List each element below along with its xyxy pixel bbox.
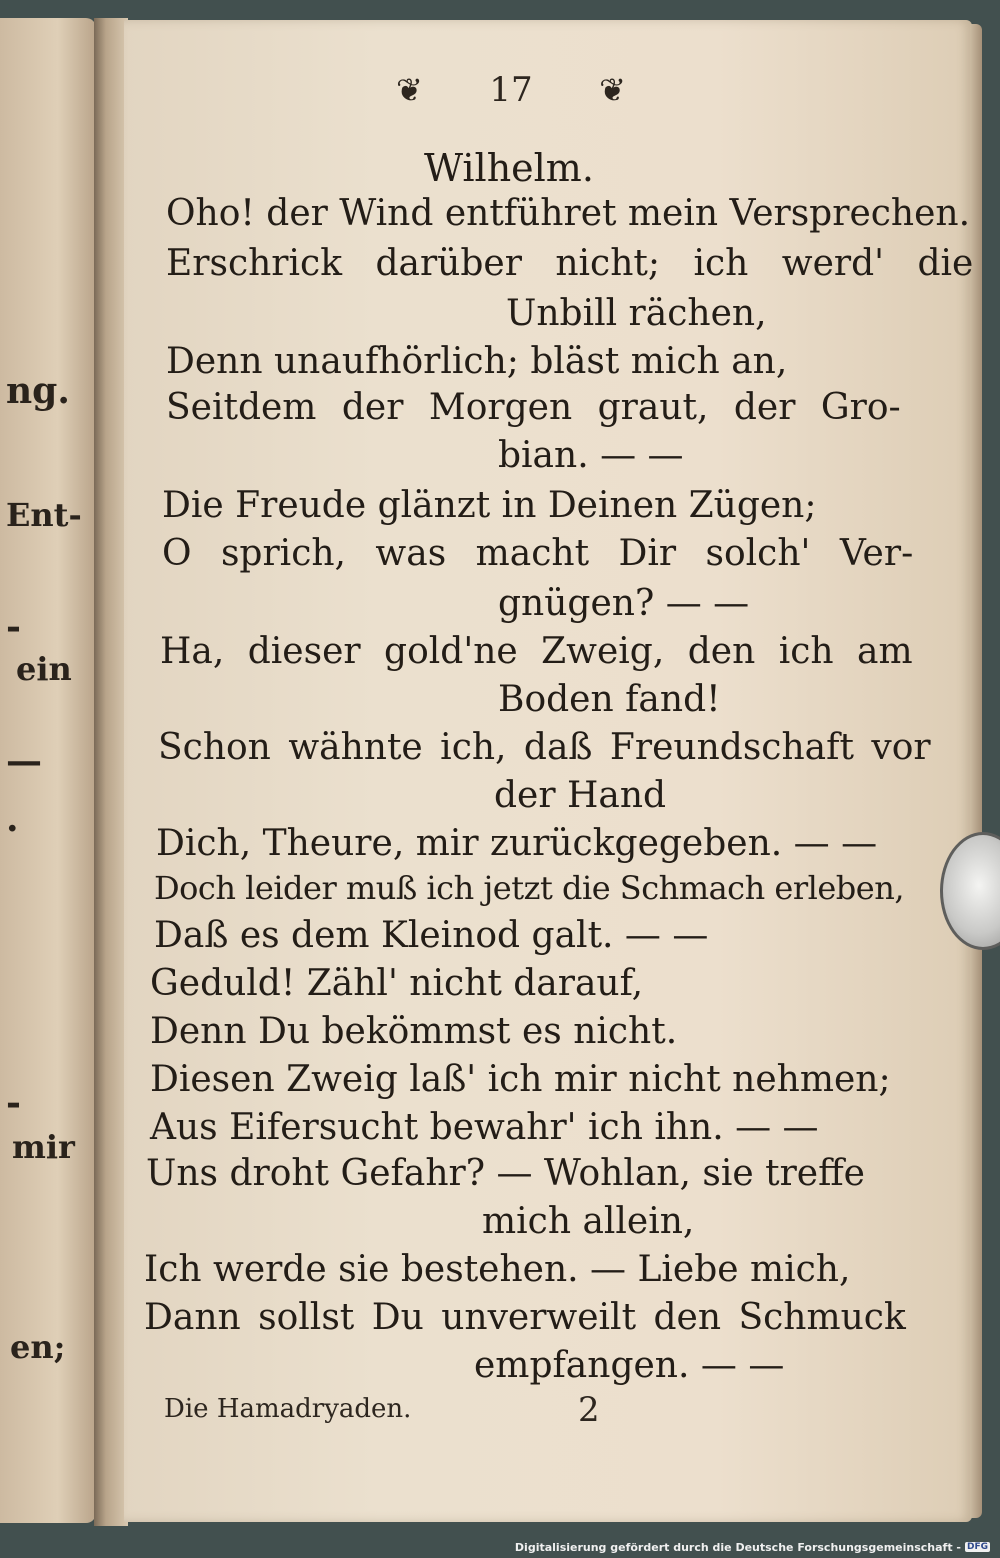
verse-line: Uns droht Gefahr? — Wohlan, sie treffe	[146, 1153, 865, 1194]
verse-line: empfangen. — —	[474, 1345, 785, 1386]
left-facing-page	[0, 18, 96, 1523]
verse-line: Schon wähnte ich, daß Freundschaft vor	[158, 727, 931, 768]
verse-line: Diesen Zweig laß' ich mir nicht nehmen;	[150, 1059, 891, 1100]
signature-mark: 2	[578, 1390, 600, 1430]
left-page-fragment: Ent-	[6, 496, 82, 534]
verse-line: gnügen? — —	[498, 583, 750, 624]
verse-line: Dich, Theure, mir zurückgegeben. — —	[156, 823, 878, 864]
verse-line: Seitdem der Morgen graut, der Gro-	[166, 387, 901, 428]
verse-line: Denn unaufhörlich; bläst mich an,	[166, 341, 788, 382]
page-header	[396, 68, 626, 112]
book-gutter	[94, 18, 128, 1526]
verse-line: Denn Du bekömmst es nicht.	[150, 1011, 678, 1052]
running-footer-title: Die Hamadryaden.	[164, 1394, 412, 1424]
left-page-fragment: ein	[16, 650, 72, 688]
verse-line: Dann sollst Du unverweilt den Schmuck	[144, 1297, 906, 1338]
verse-line: Ha, dieser gold'ne Zweig, den ich am	[160, 631, 913, 672]
verse-line: Erschrick darüber nicht; ich werd' die	[166, 243, 974, 284]
verse-line: Daß es dem Kleinod galt. — —	[154, 915, 709, 956]
verse-line: Ich werde sie bestehen. — Liebe mich,	[144, 1249, 851, 1290]
verse-line: der Hand	[494, 775, 667, 816]
left-page-fragment: .	[6, 798, 19, 840]
verse-line: O sprich, was macht Dir solch' Ver-	[162, 533, 914, 574]
page-number: 17	[489, 70, 533, 110]
verse-line: mich allein,	[482, 1201, 695, 1242]
digitization-credit	[515, 1540, 990, 1554]
credit-text: Digitalisierung gefördert durch die Deutsche Forschungsgemeinschaft -	[514, 1540, 961, 1554]
left-page-fragment: mir	[12, 1128, 75, 1166]
verse-line: Unbill rächen,	[506, 293, 767, 334]
verse-line: Aus Eifersucht bewahr' ich ihn. — —	[150, 1107, 819, 1148]
verse-line: Boden fand!	[498, 679, 721, 720]
verse-line: Oho! der Wind entführet mein Versprechen.	[166, 193, 971, 234]
verse-line: Doch leider muß ich jetzt die Schmach erleben,	[154, 869, 904, 907]
speaker-name: Wilhelm.	[424, 146, 594, 190]
left-page-fragment: -	[6, 1082, 21, 1124]
left-page-fragment: ng.	[6, 370, 70, 412]
dfg-logo: DFG	[966, 1542, 988, 1552]
verse-line: bian. — —	[498, 435, 684, 476]
left-page-fragment: en;	[10, 1328, 66, 1366]
left-page-fragment: -	[6, 606, 21, 648]
ornament-right-icon: ❦	[599, 71, 626, 109]
left-page-fragment: —	[6, 740, 42, 782]
verse-line: Geduld! Zähl' nicht darauf,	[150, 963, 644, 1004]
verse-line: Die Freude glänzt in Deinen Zügen;	[162, 485, 817, 526]
ornament-left-icon: ❦	[396, 71, 423, 109]
